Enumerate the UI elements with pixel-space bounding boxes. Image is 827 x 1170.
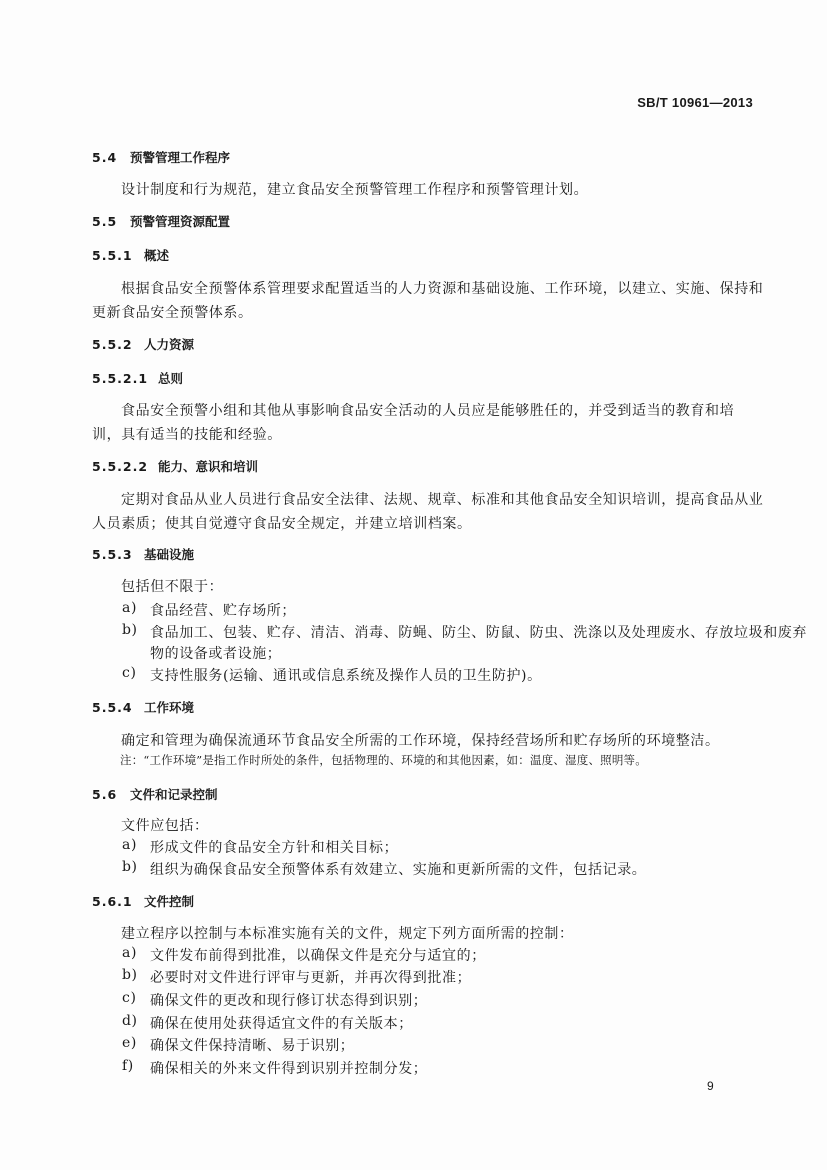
section-title: 预警管理资源配置	[130, 214, 231, 229]
list-marker: c)	[122, 990, 137, 1006]
section-number: 5.6	[92, 787, 118, 802]
list-marker: b)	[122, 859, 138, 875]
paragraph: 设计制度和行为规范，建立食品安全预警管理工作程序和预警管理计划。	[121, 182, 589, 198]
list-item: 形成文件的食品安全方针和相关目标；	[150, 840, 399, 856]
section-number: 5.6.1	[92, 894, 133, 909]
list-item: 确保相关的外来文件得到识别并控制分发；	[150, 1061, 428, 1077]
section-number: 5.5.2.2	[92, 459, 149, 474]
section-heading	[92, 457, 258, 475]
section-title: 文件控制	[144, 894, 195, 909]
list-item: 支持性服务(运输、通讯或信息系统及操作人员的卫生防护)。	[150, 668, 542, 684]
section-title: 文件和记录控制	[130, 787, 218, 802]
section-heading	[92, 148, 230, 166]
list-item: 确保文件保持清晰、易于识别；	[150, 1038, 355, 1054]
paragraph: 建立程序以控制与本标准实施有关的文件，规定下列方面所需的控制：	[121, 926, 574, 942]
section-number: 5.5	[92, 214, 118, 229]
paragraph: 食品安全预警小组和其他从事影响食品安全活动的人员应是能够胜任的，并受到适当的教育和培	[121, 403, 735, 419]
section-heading	[92, 892, 194, 910]
section-heading	[92, 246, 169, 264]
standard-code: SB/T 10961—2013	[637, 95, 753, 110]
list-item: 食品经营、贮存场所；	[150, 603, 296, 619]
paragraph: 训，具有适当的技能和经验。	[92, 427, 282, 443]
list-marker: a)	[122, 600, 138, 616]
list-item: 组织为确保食品安全预警体系有效建立、实施和更新所需的文件，包括记录。	[150, 862, 647, 878]
paragraph: 人员素质；使其自觉遵守食品安全规定，并建立培训档案。	[92, 516, 472, 532]
list-item-continuation: 物的设备或者设施；	[150, 646, 282, 662]
section-heading	[92, 785, 218, 803]
list-marker: f)	[122, 1058, 134, 1074]
paragraph: 根据食品安全预警体系管理要求配置适当的人力资源和基础设施、工作环境，以建立、实施、保持和	[121, 281, 764, 297]
list-marker: b)	[122, 622, 138, 638]
section-number: 5.5.2	[92, 337, 133, 352]
paragraph: 定期对食品从业人员进行食品安全法律、法规、规章、标准和其他食品安全知识培训，提高食品从业	[121, 492, 764, 508]
list-item: 确保在使用处获得适宜文件的有关版本；	[150, 1016, 413, 1032]
list-item: 食品加工、包装、贮存、清洁、消毒、防蝇、防尘、防鼠、防虫、洗涤以及处理废水、存放垃圾和废弃	[150, 625, 807, 641]
list-marker: d)	[122, 1013, 138, 1029]
section-number: 5.5.1	[92, 248, 133, 263]
section-heading	[92, 335, 194, 353]
paragraph: 包括但不限于：	[121, 579, 224, 595]
list-marker: a)	[122, 945, 138, 961]
list-marker: b)	[122, 967, 138, 983]
section-title: 基础设施	[144, 547, 195, 562]
paragraph: 更新食品安全预警体系。	[92, 305, 253, 321]
list-marker: a)	[122, 837, 138, 853]
paragraph: 确定和管理为确保流通环节食品安全所需的工作环境，保持经营场所和贮存场所的环境整洁。	[121, 733, 720, 749]
page-number: 9	[707, 1079, 714, 1093]
note: 注：“工作环境”是指工作时所处的条件，包括物理的、环境的和其他因素，如：温度、湿度、照明等。	[120, 753, 647, 767]
section-number: 5.5.2.1	[92, 371, 149, 386]
list-marker: e)	[122, 1035, 137, 1051]
paragraph: 文件应包括：	[121, 818, 209, 834]
section-number: 5.5.4	[92, 700, 133, 715]
section-number: 5.5.3	[92, 547, 133, 562]
section-title: 人力资源	[144, 337, 195, 352]
section-title: 总则	[158, 371, 184, 386]
section-title: 能力、意识和培训	[158, 459, 259, 474]
section-heading	[92, 369, 183, 387]
list-marker: c)	[122, 665, 137, 681]
section-title: 工作环境	[144, 700, 195, 715]
section-title: 预警管理工作程序	[130, 150, 231, 165]
section-number: 5.4	[92, 150, 118, 165]
list-item: 必要时对文件进行评审与更新，并再次得到批准；	[150, 970, 472, 986]
list-item: 确保文件的更改和现行修订状态得到识别；	[150, 993, 428, 1009]
list-item: 文件发布前得到批准，以确保文件是充分与适宜的；	[150, 948, 486, 964]
section-heading	[92, 698, 194, 716]
section-title: 概述	[144, 248, 170, 263]
section-heading	[92, 212, 230, 230]
section-heading	[92, 545, 194, 563]
